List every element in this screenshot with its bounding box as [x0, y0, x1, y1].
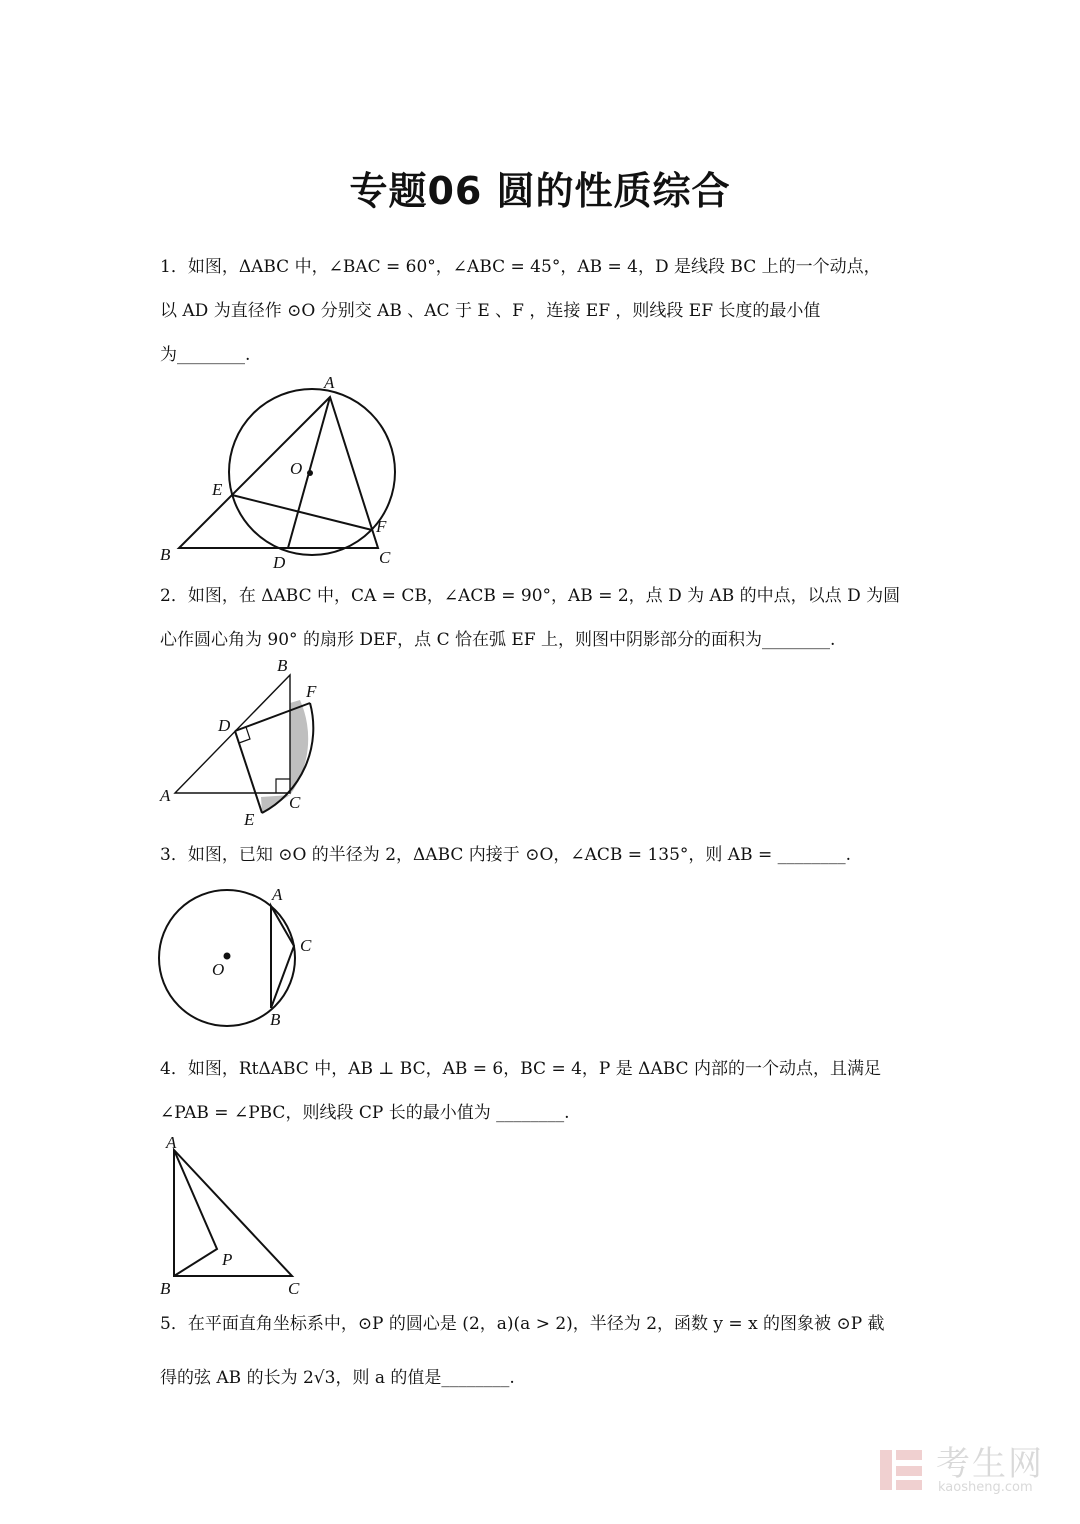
label-a: A	[324, 373, 335, 392]
label-e: E	[212, 480, 223, 499]
label-e: E	[244, 810, 255, 829]
question-1-line-2: 以 AD 为直径作 ⊙O 分别交 AB 、AC 于 E 、F ，连接 EF ，则线段 EF 长度的最小值	[160, 301, 821, 321]
triangle-abc	[174, 1150, 292, 1276]
question-1	[160, 245, 924, 377]
question-4	[160, 1047, 924, 1135]
question-2-line-1: 2．如图，在 ΔABC 中，CA = CB，∠ACB = 90°，AB = 2，点 D 为 AB 的中点，以点 D 为圆	[160, 586, 901, 606]
label-b: B	[160, 1279, 171, 1298]
figure-1	[150, 370, 410, 575]
label-a: A	[166, 1133, 177, 1152]
question-4-line-1: 4．如图，RtΔABC 中，AB ⊥ BC，AB = 6，BC = 4，P 是 ΔABC 内部的一个动点，且满足	[160, 1059, 881, 1079]
center-dot	[307, 470, 313, 476]
label-c: C	[289, 793, 301, 812]
watermark-name: 考生网	[936, 1444, 1044, 1484]
label-a: A	[160, 786, 171, 805]
label-b: B	[160, 545, 171, 564]
label-p: P	[222, 1250, 233, 1269]
label-f: F	[376, 517, 387, 536]
radius-de	[235, 731, 262, 813]
segments-ap-pb	[174, 1150, 217, 1276]
triangle-abc	[271, 906, 294, 1008]
figure-3	[150, 883, 330, 1033]
question-2-line-2: 心作圆心角为 90° 的扇形 DEF，点 C 恰在弧 EF 上，则图中阴影部分的面积为________.	[160, 630, 836, 650]
label-a: A	[272, 885, 283, 904]
page-title: 专题06 圆的性质综合	[349, 169, 731, 213]
label-o: O	[290, 459, 303, 478]
shaded-region-upper	[290, 700, 308, 795]
label-b: B	[270, 1010, 281, 1029]
label-d: D	[218, 716, 231, 735]
question-1-line-1: 1．如图，ΔABC 中，∠BAC = 60°，∠ABC = 45°，AB = 4，D 是线段 BC 上的一个动点，	[160, 257, 881, 277]
question-3-line-1: 3．如图，已知 ⊙O 的半径为 2，ΔABC 内接于 ⊙O，∠ACB = 135°，则 AB = ________.	[160, 845, 852, 865]
question-4-line-2: ∠PAB = ∠PBC，则线段 CP 长的最小值为 ________.	[160, 1103, 570, 1123]
label-c: C	[379, 548, 391, 567]
label-b: B	[277, 656, 288, 675]
question-1-line-3: 为________.	[160, 345, 251, 365]
label-o: O	[212, 960, 225, 979]
label-f: F	[306, 682, 317, 701]
center-dot	[224, 953, 231, 960]
triangle-abc	[179, 397, 378, 548]
question-2	[160, 574, 924, 662]
label-c: C	[300, 936, 312, 955]
figure-4	[150, 1132, 320, 1302]
watermark	[876, 1436, 1056, 1506]
watermark-url: kaosheng.com	[938, 1480, 1033, 1495]
triangle-abc	[175, 675, 290, 793]
label-c: C	[288, 1279, 300, 1298]
question-5-line-2: 得的弦 AB 的长为 2√3，则 a 的值是________.	[160, 1368, 515, 1388]
figure-2	[150, 655, 350, 830]
right-angle-c	[276, 779, 290, 793]
question-3	[160, 833, 924, 877]
question-5-line-1: 5．在平面直角坐标系中，⊙P 的圆心是 (2，a)(a > 2)，半径为 2，函数 y = x 的图象被 ⊙P 截	[160, 1314, 885, 1334]
question-5	[160, 1302, 924, 1400]
label-d: D	[273, 553, 286, 572]
watermark-logo	[876, 1444, 926, 1494]
